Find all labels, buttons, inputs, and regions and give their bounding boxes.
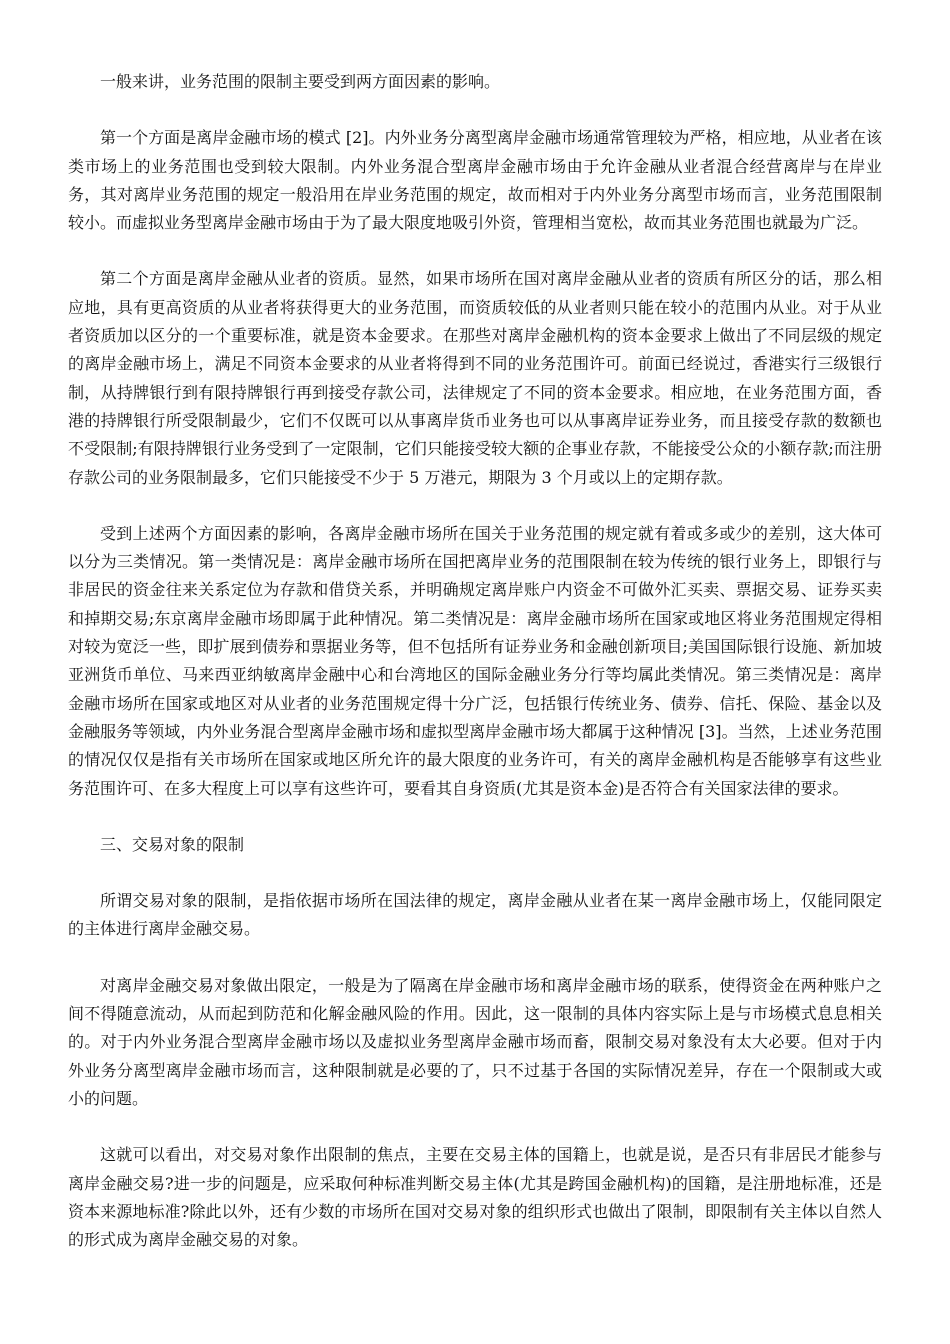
paragraph-qualification: 第二个方面是离岸金融从业者的资质。显然，如果市场所在国对离岸金融从业者的资质有所区分的话，那么相应地，具有更高资质的从业者将获得更大的业务范围，而资质较低的从业者则只能在较小的范围内从业。对于从业者资质加以区分的一个重要标准，就是资本金要求。在那些对离岸金融机构的资本金要求上做出了不同层级的规定的离岸金融市场上，满足不同资本金要求的从业者将得到不同的业务范围许可。前面已经说过，香港实行三级银行制，从持牌银行到有限持牌银行再到接受存款公司，法律规定了不同的资本金要求。相应地，在业务范围方面，香港的持牌银行所受限制最少，它们不仅既可以从事离岸货币业务也可以从事离岸证券业务，而且接受存款的数额也不受限制;有限持牌银行业务受到了一定限制，它们只能接受较大额的企事业存款，不能接受公众的小额存款;而注册存款公司的业务限制最多，它们只能接受不少于 5 万港元，期限为 3 个月或以上的定期存款。: [68, 269, 882, 487]
paragraph-purpose: 对离岸金融交易对象做出限定，一般是为了隔离在岸金融市场和离岸金融市场的联系，使得资金在两种账户之间不得随意流动，从而起到防范和化解金融风险的作用。因此，这一限制的具体内容实际上是与市场模式息息相关的。对于内外业务混合型离岸金融市场以及虚拟业务型离岸金融市场而畜，限制交易对象没有太大必要。但对于内外业务分离型离岸金融市场而言，这种限制就是必要的了，只不过基于各国的实际情况差异，存在一个限制或大或小的问题。: [68, 975, 882, 1108]
paragraph-nationality: 这就可以看出，对交易对象作出限制的焦点，主要在交易主体的国籍上，也就是说，是否只有非居民才能参与离岸金融交易?进一步的问题是，应采取何种标准判断交易主体(尤其是跨国金融机构)的国籍，是注册地标准，还是资本来源地标准?除此以外，还有少数的市场所在国对交易对象的组织形式也做出了限制，即限制有关主体以自然人的形式成为离岸金融交易的对象。: [68, 1145, 882, 1250]
section-heading: 三、交易对象的限制: [100, 834, 245, 854]
document-body: [68, 68, 882, 1282]
paragraph-market-model: 第一个方面是离岸金融市场的模式 [2]。内外业务分离型离岸金融市场通常管理较为严格，相应地，从业者在该类市场上的业务范围也受到较大限制。内外业务混合型离岸金融市场由于允许金融从业者混合经营离岸与在岸业务，其对离岸业务范围的规定一般沿用在岸业务范围的规定，故而相对于内外业务分离型市场而言，业务范围限制较小。而虚拟业务型离岸金融市场由于为了最大限度地吸引外资，管理相当宽松，故而其业务范围也就最为广泛。: [68, 128, 882, 233]
paragraph-three-categories: 受到上述两个方面因素的影响，各离岸金融市场所在国关于业务范围的规定就有着或多或少的差别，这大体可以分为三类情况。第一类情况是：离岸金融市场所在国把离岸业务的范围限制在较为传统的银行业务上，即银行与非居民的资金往来关系定位为存款和借贷关系，并明确规定离岸账户内资金不可做外汇买卖、票据交易、证券买卖和掉期交易;东京离岸金融市场即属于此种情况。第二类情况是：离岸金融市场所在国家或地区将业务范围规定得相对较为宽泛一些，即扩展到债券和票据业务等，但不包括所有证券业务和金融创新项目;美国国际银行设施、新加坡亚洲货币单位、马来西亚纳敏离岸金融中心和台湾地区的国际金融业务分行等均属此类情况。第三类情况是：离岸金融市场所在国家或地区对从业者的业务范围规定得十分广泛，包括银行传统业务、债券、信托、保险、基金以及金融服务等领域，内外业务混合型离岸金融市场和虚拟型离岸金融市场大都属于这种情况 [3]。当然，上述业务范围的情况仅仅是指有关市场所在国家或地区所允许的最大限度的业务许可，有关的离岸金融机构是否能够享有这些业务范围许可、在多大程度上可以享有这些许可，要看其自身资质(尤其是资本金)是否符合有关国家法律的要求。: [68, 523, 882, 798]
paragraph-intro: 一般来讲，业务范围的限制主要受到两方面因素的影响。: [100, 72, 501, 91]
paragraph-definition: 所谓交易对象的限制，是指依据市场所在国法律的规定，离岸金融从业者在某一离岸金融市场上，仅能同限定的主体进行离岸金融交易。: [68, 891, 882, 939]
